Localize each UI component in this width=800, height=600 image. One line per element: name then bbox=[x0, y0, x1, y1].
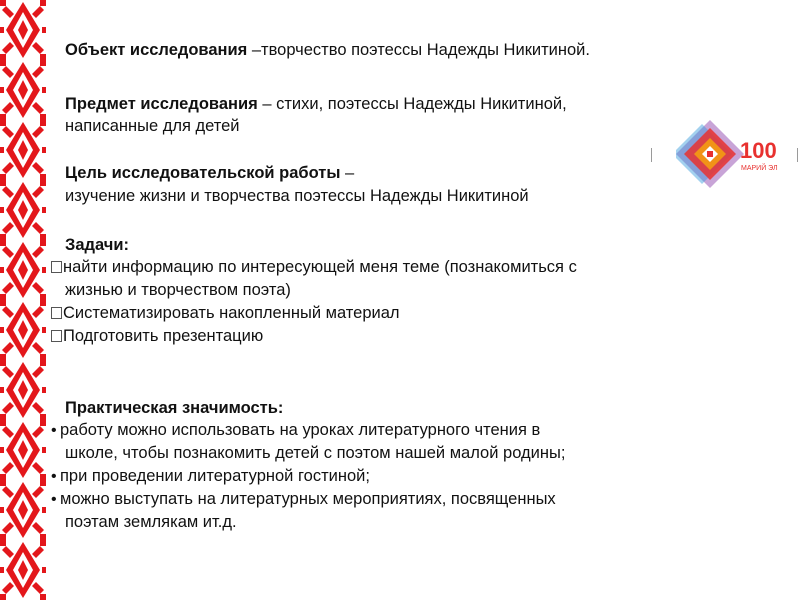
goal-line-1 bbox=[65, 163, 354, 185]
object-label: Объект исследования bbox=[65, 41, 248, 59]
logo-number: 100 bbox=[740, 138, 777, 163]
subject-label: Предмет исследования bbox=[65, 95, 258, 113]
subject-text-1: – стихи, поэтессы Надежды Никитиной, bbox=[257, 95, 567, 113]
goal-label: Цель исследовательской работы bbox=[65, 164, 341, 182]
checkbox-marker-icon bbox=[51, 330, 62, 342]
logo-caption: МАРИЙ ЭЛ bbox=[741, 165, 778, 172]
bullet-icon: • bbox=[51, 491, 57, 508]
checkbox-marker-icon bbox=[51, 307, 62, 319]
object-line bbox=[65, 40, 590, 62]
tasks-heading: Задачи: bbox=[65, 236, 129, 254]
significance-item-2: при проведении литературной гостиной; bbox=[60, 467, 370, 485]
task-item-1-line-2: жизнью и творчеством поэта) bbox=[65, 281, 291, 299]
goal-text: изучение жизни и творчества поэтессы Надежды Никитиной bbox=[65, 187, 529, 205]
significance-item-1-line-1: работу можно использовать на уроках литературного чтения в bbox=[60, 421, 541, 439]
goal-dash: – bbox=[340, 164, 355, 182]
task-item-3: Подготовить презентацию bbox=[63, 327, 264, 345]
bullet-icon: • bbox=[51, 422, 57, 439]
significance-item-3-line-2: поэтам землякам ит.д. bbox=[65, 513, 237, 531]
checkbox-marker-icon bbox=[51, 261, 62, 273]
task-item-1-line-1: найти информацию по интересующей меня теме (познакомиться с bbox=[63, 258, 577, 276]
object-text: –творчество поэтессы Надежды Никитиной. bbox=[247, 41, 590, 59]
bullet-icon: • bbox=[51, 468, 57, 485]
significance-item-3-line-1: можно выступать на литературных мероприятиях, посвященных bbox=[60, 490, 556, 508]
task-item-2: Систематизировать накопленный материал bbox=[63, 304, 400, 322]
subject-line-1 bbox=[65, 94, 567, 116]
significance-heading: Практическая значимость: bbox=[65, 399, 284, 417]
significance-item-1-line-2: школе, чтобы познакомить детей с поэтом нашей малой родины; bbox=[65, 444, 566, 462]
subject-line-2: написанные для детей bbox=[65, 117, 240, 135]
